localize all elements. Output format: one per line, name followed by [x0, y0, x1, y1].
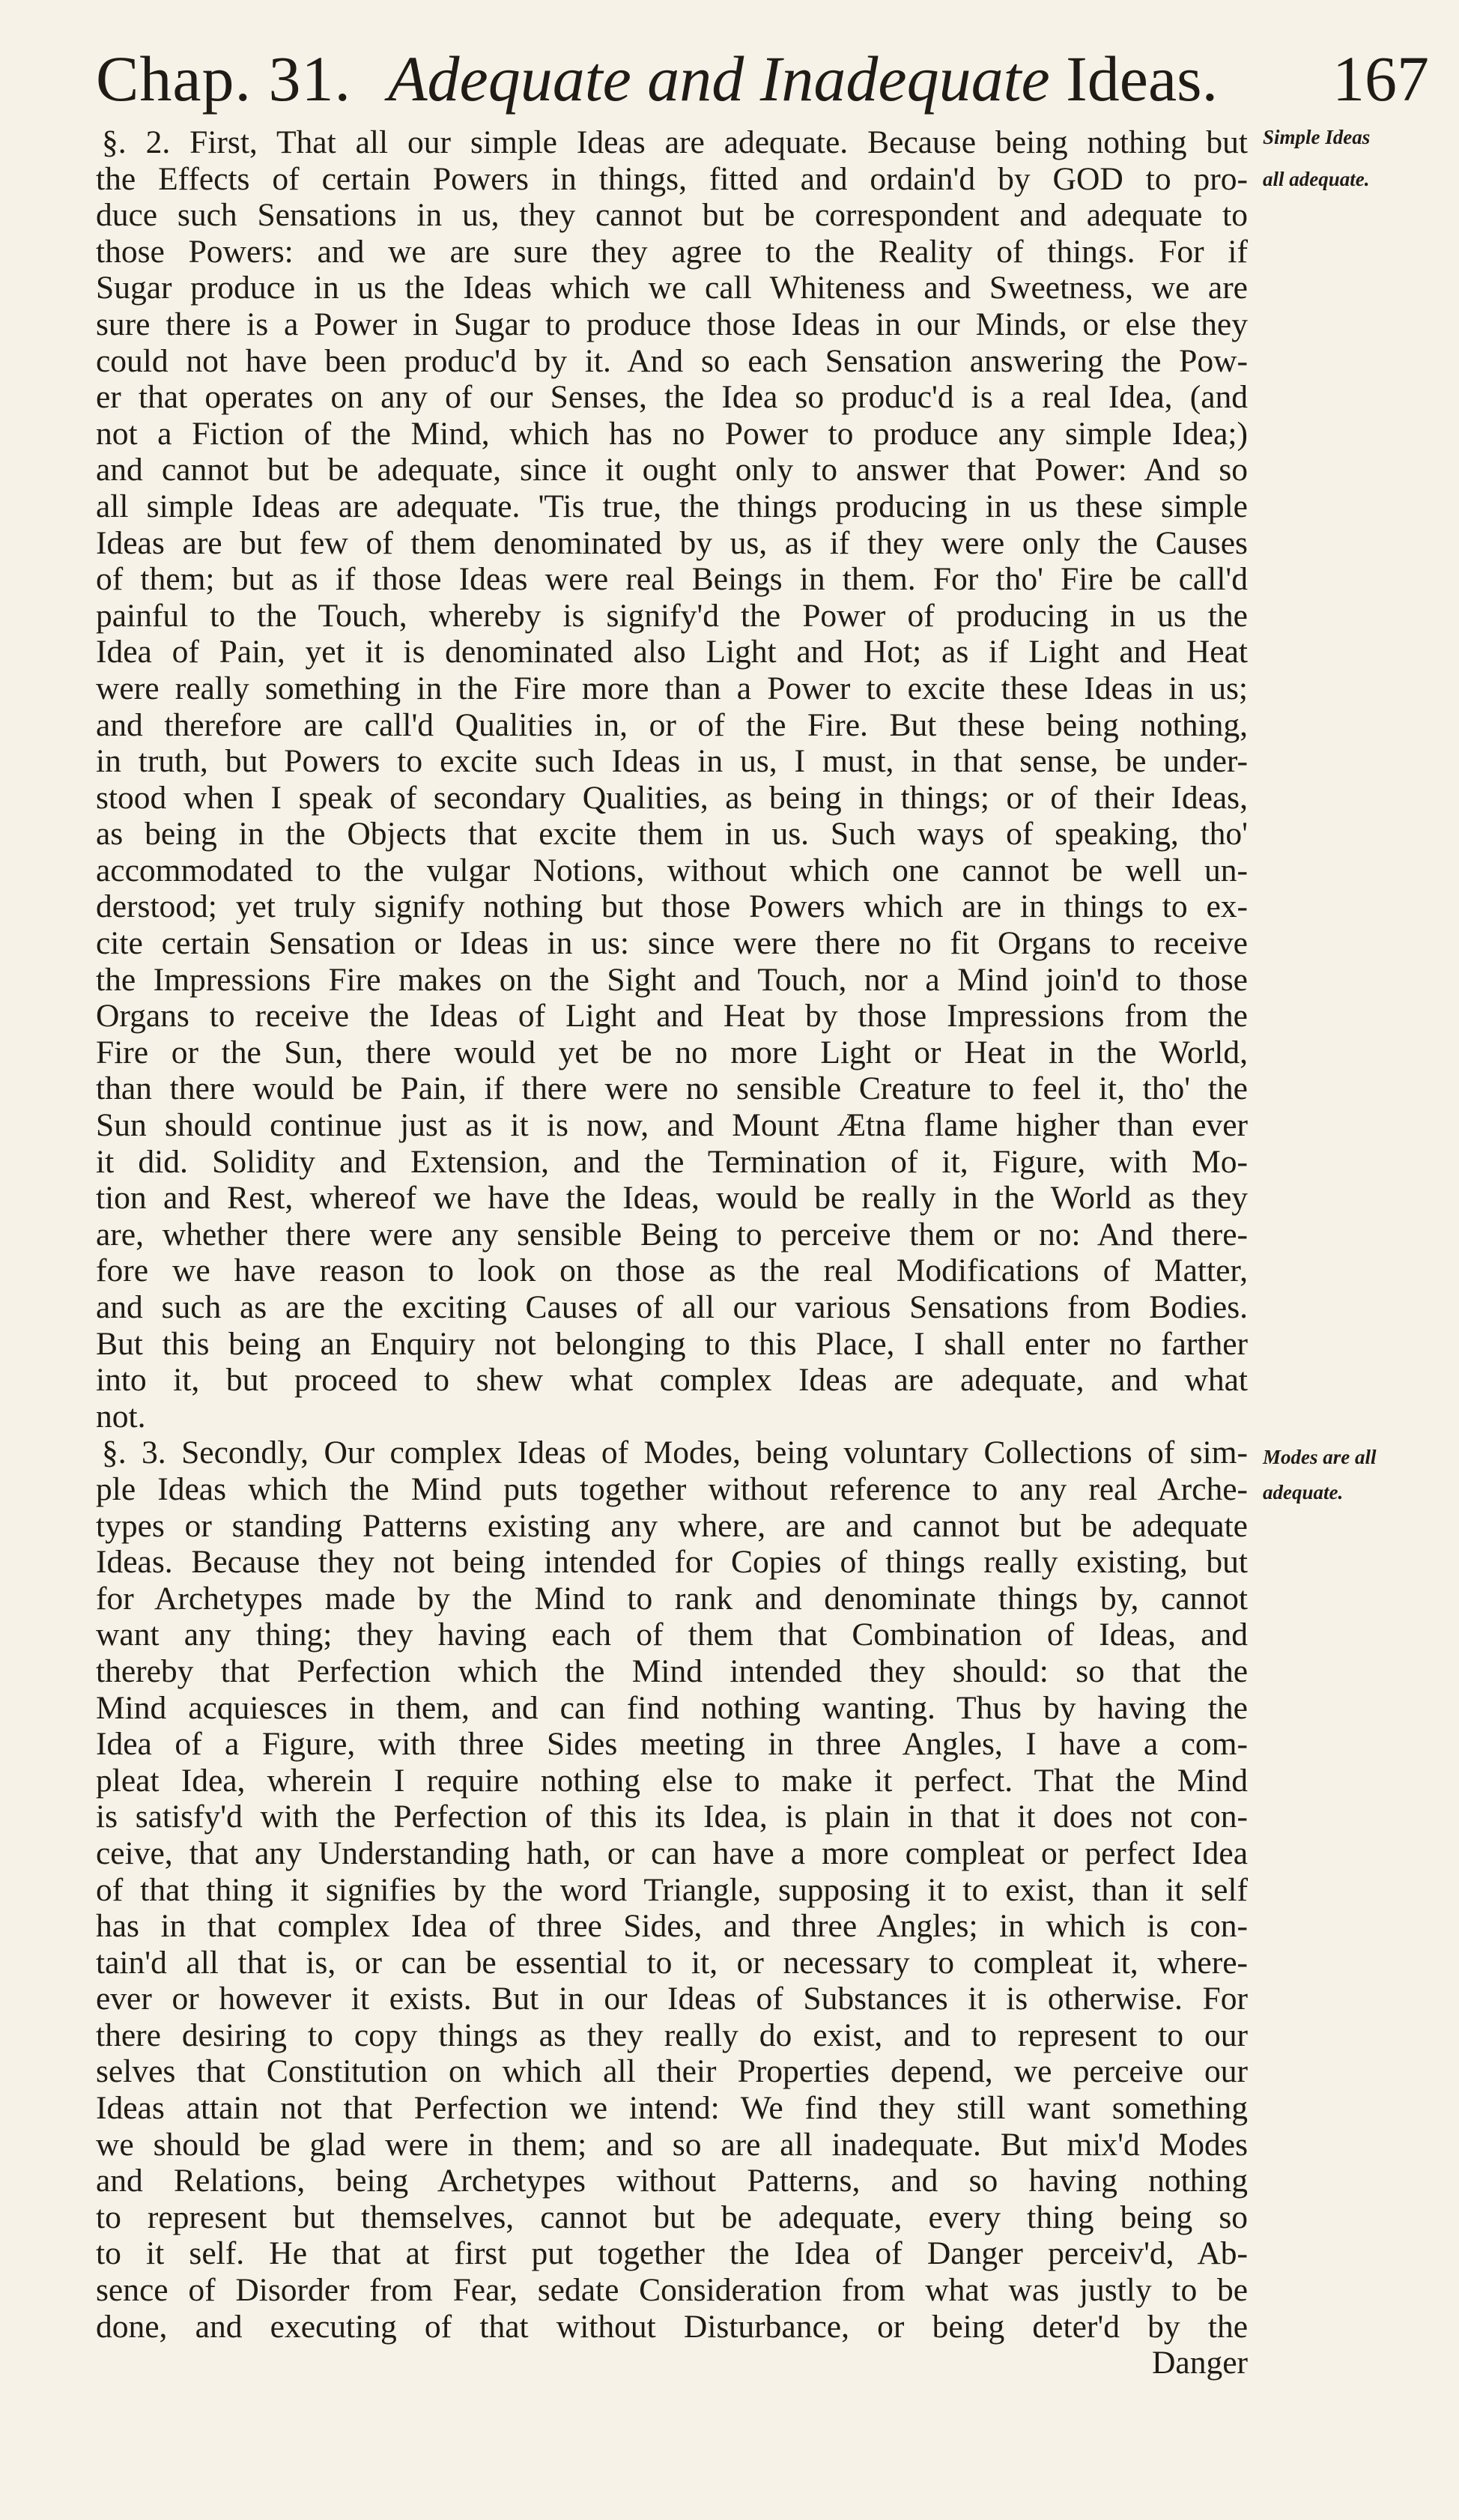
text-line: and Relations, being Archetypes without Patterns, and so having nothing	[96, 2163, 1248, 2199]
text-line: those Powers: and we are sure they agree to the Reality of things. For if	[96, 233, 1248, 270]
text-line: ceive, that any Understanding hath, or can have a more compleat or perfect Idea	[96, 1835, 1248, 1871]
text-line: derstood; yet truly signify nothing but those Powers which are in things to ex-	[96, 888, 1248, 925]
text-line: tion and Rest, whereof we have the Ideas, would be really in the World as they	[96, 1180, 1248, 1217]
chapter-title	[388, 37, 1218, 120]
margin-note: all adequate.	[1263, 168, 1370, 190]
text-line: ple Ideas which the Mind puts together without reference to any real Arche-	[96, 1470, 1248, 1507]
text-line: §. 3. Secondly, Our complex Ideas of Modes, being voluntary Collections of sim-	[102, 1435, 1248, 1471]
text-line: could not have been produc'd by it. And so each Sensation answering the Pow-	[96, 342, 1248, 379]
chapter-title-roman: Ideas.	[1066, 43, 1219, 115]
text-line: and therefore are call'd Qualities in, or of the Fire. But these being nothing,	[96, 706, 1248, 743]
text-line: and cannot but be adequate, since it ought only to answer that Power: And so	[96, 452, 1248, 488]
text-line: not a Fiction of the Mind, which has no Power to produce any simple Idea;)	[96, 415, 1248, 452]
text-line: to it self. He that at first put together the Idea of Danger perceiv'd, Ab-	[96, 2235, 1248, 2272]
margin-note: adequate.	[1263, 1481, 1344, 1503]
text-line: Idea of Pain, yet it is denominated also Light and Hot; as if Light and Heat	[96, 634, 1248, 670]
text-line: and such as are the exciting Causes of all our various Sensations from Bodies.	[96, 1289, 1248, 1325]
text-line: all simple Ideas are adequate. 'Tis true, the things producing in us these simple	[96, 488, 1248, 524]
text-line: tain'd all that is, or can be essential to it, or necessary to compleat it, where-	[96, 1944, 1248, 1981]
text-line: done, and executing of that without Disturbance, or being deter'd by the	[96, 2308, 1248, 2345]
text-line: pleat Idea, wherein I require nothing else to make it perfect. That the Mind	[96, 1762, 1248, 1799]
text-line: as being in the Objects that excite them in us. Such ways of speaking, tho'	[96, 816, 1248, 852]
text-line: were really something in the Fire more than a Power to excite these Ideas in us;	[96, 670, 1248, 706]
text-line: there desiring to copy things as they really do exist, and to represent to our	[96, 2017, 1248, 2053]
text-line: cite certain Sensation or Ideas in us: since were there no fit Organs to receive	[96, 925, 1248, 962]
text-line: not.	[96, 1398, 146, 1435]
text-line: Mind acquiesces in them, and can find nothing wanting. Thus by having the	[96, 1689, 1248, 1726]
text-line: Ideas attain not that Perfection we intend: We find they still want something	[96, 2090, 1248, 2127]
running-header	[96, 37, 1429, 127]
body-text	[96, 124, 1248, 2381]
text-line: the Effects of certain Powers in things, fitted and ordain'd by GOD to pro-	[96, 160, 1248, 197]
text-line: has in that complex Idea of three Sides, and three Angles; in which is con-	[96, 1908, 1248, 1945]
text-line: fore we have reason to look on those as the real Modifications of Matter,	[96, 1253, 1248, 1289]
text-line: in truth, but Powers to excite such Ideas in us, I must, in that sense, be under-	[96, 743, 1248, 780]
text-line: for Archetypes made by the Mind to rank and denominate things by, cannot	[96, 1580, 1248, 1617]
text-line: painful to the Touch, whereby is signify'd the Power of producing in us the	[96, 597, 1248, 634]
margin-note: Simple Ideas	[1263, 126, 1371, 148]
text-line: Ideas. Because they not being intended for Copies of things really existing, but	[96, 1544, 1248, 1581]
text-line: duce such Sensations in us, they cannot but be correspondent and adequate to	[96, 197, 1248, 234]
catchword: Danger	[1151, 2345, 1248, 2381]
page-number: 167	[1332, 43, 1429, 115]
text-line: want any thing; they having each of them that Combination of Ideas, and	[96, 1617, 1248, 1653]
text-line: than there would be Pain, if there were no sensible Creature to feel it, tho' the	[96, 1070, 1248, 1107]
text-line: Ideas are but few of them denominated by us, as if they were only the Causes	[96, 524, 1248, 561]
chapter-title-italic: Adequate and Inadequate	[388, 43, 1050, 115]
text-line: er that operates on any of our Senses, the Idea so produc'd is a real Idea, (and	[96, 379, 1248, 416]
text-line: Sugar produce in us the Ideas which we call Whiteness and Sweetness, we are	[96, 270, 1248, 306]
text-line: But this being an Enquiry not belonging to this Place, I shall enter no farther	[96, 1325, 1248, 1362]
text-line: of that thing it signifies by the word Triangle, supposing it to exist, than it self	[96, 1871, 1248, 1908]
text-line: accommodated to the vulgar Notions, without which one cannot be well un-	[96, 852, 1248, 888]
text-line: is satisfy'd with the Perfection of this its Idea, is plain in that it does not con-	[96, 1799, 1248, 1835]
chapter-number: Chap. 31.	[96, 43, 352, 115]
text-line: sure there is a Power in Sugar to produce those Ideas in our Minds, or else they	[96, 306, 1248, 342]
text-line: types or standing Patterns existing any where, are and cannot but be adequate	[96, 1507, 1248, 1544]
text-line: are, whether there were any sensible Being to perceive them or no: And there-	[96, 1216, 1248, 1253]
text-line: stood when I speak of secondary Qualities, as being in things; or of their Ideas,	[96, 779, 1248, 816]
text-line: of them; but as if those Ideas were real Beings in them. For tho' Fire be call'd	[96, 561, 1248, 598]
text-line: §. 2. First, That all our simple Ideas are adequate. Because being nothing but	[102, 124, 1248, 160]
margin-note: Modes are all	[1263, 1446, 1377, 1468]
text-line: Sun should continue just as it is now, and Mount Ætna flame higher than ever	[96, 1107, 1248, 1144]
text-line: the Impressions Fire makes on the Sight and Touch, nor a Mind join'd to those	[96, 961, 1248, 998]
text-line: Fire or the Sun, there would yet be no more Light or Heat in the World,	[96, 1034, 1248, 1070]
text-line: we should be glad were in them; and so are all inadequate. But mix'd Modes	[96, 2126, 1248, 2163]
text-line: selves that Constitution on which all their Properties depend, we perceive our	[96, 2053, 1248, 2090]
text-line: Idea of a Figure, with three Sides meeting in three Angles, I have a com-	[96, 1726, 1248, 1763]
text-line: sence of Disorder from Fear, sedate Consideration from what was justly to be	[96, 2272, 1248, 2309]
text-line: thereby that Perfection which the Mind intended they should: so that the	[96, 1653, 1248, 1689]
text-line: it did. Solidity and Extension, and the Termination of it, Figure, with Mo-	[96, 1143, 1248, 1180]
text-line: ever or however it exists. But in our Ideas of Substances it is otherwise. For	[96, 1981, 1248, 2017]
text-line: into it, but proceed to shew what complex Ideas are adequate, and what	[96, 1362, 1248, 1399]
text-line: to represent but themselves, cannot but be adequate, every thing being so	[96, 2199, 1248, 2235]
text-line: Organs to receive the Ideas of Light and Heat by those Impressions from the	[96, 998, 1248, 1035]
